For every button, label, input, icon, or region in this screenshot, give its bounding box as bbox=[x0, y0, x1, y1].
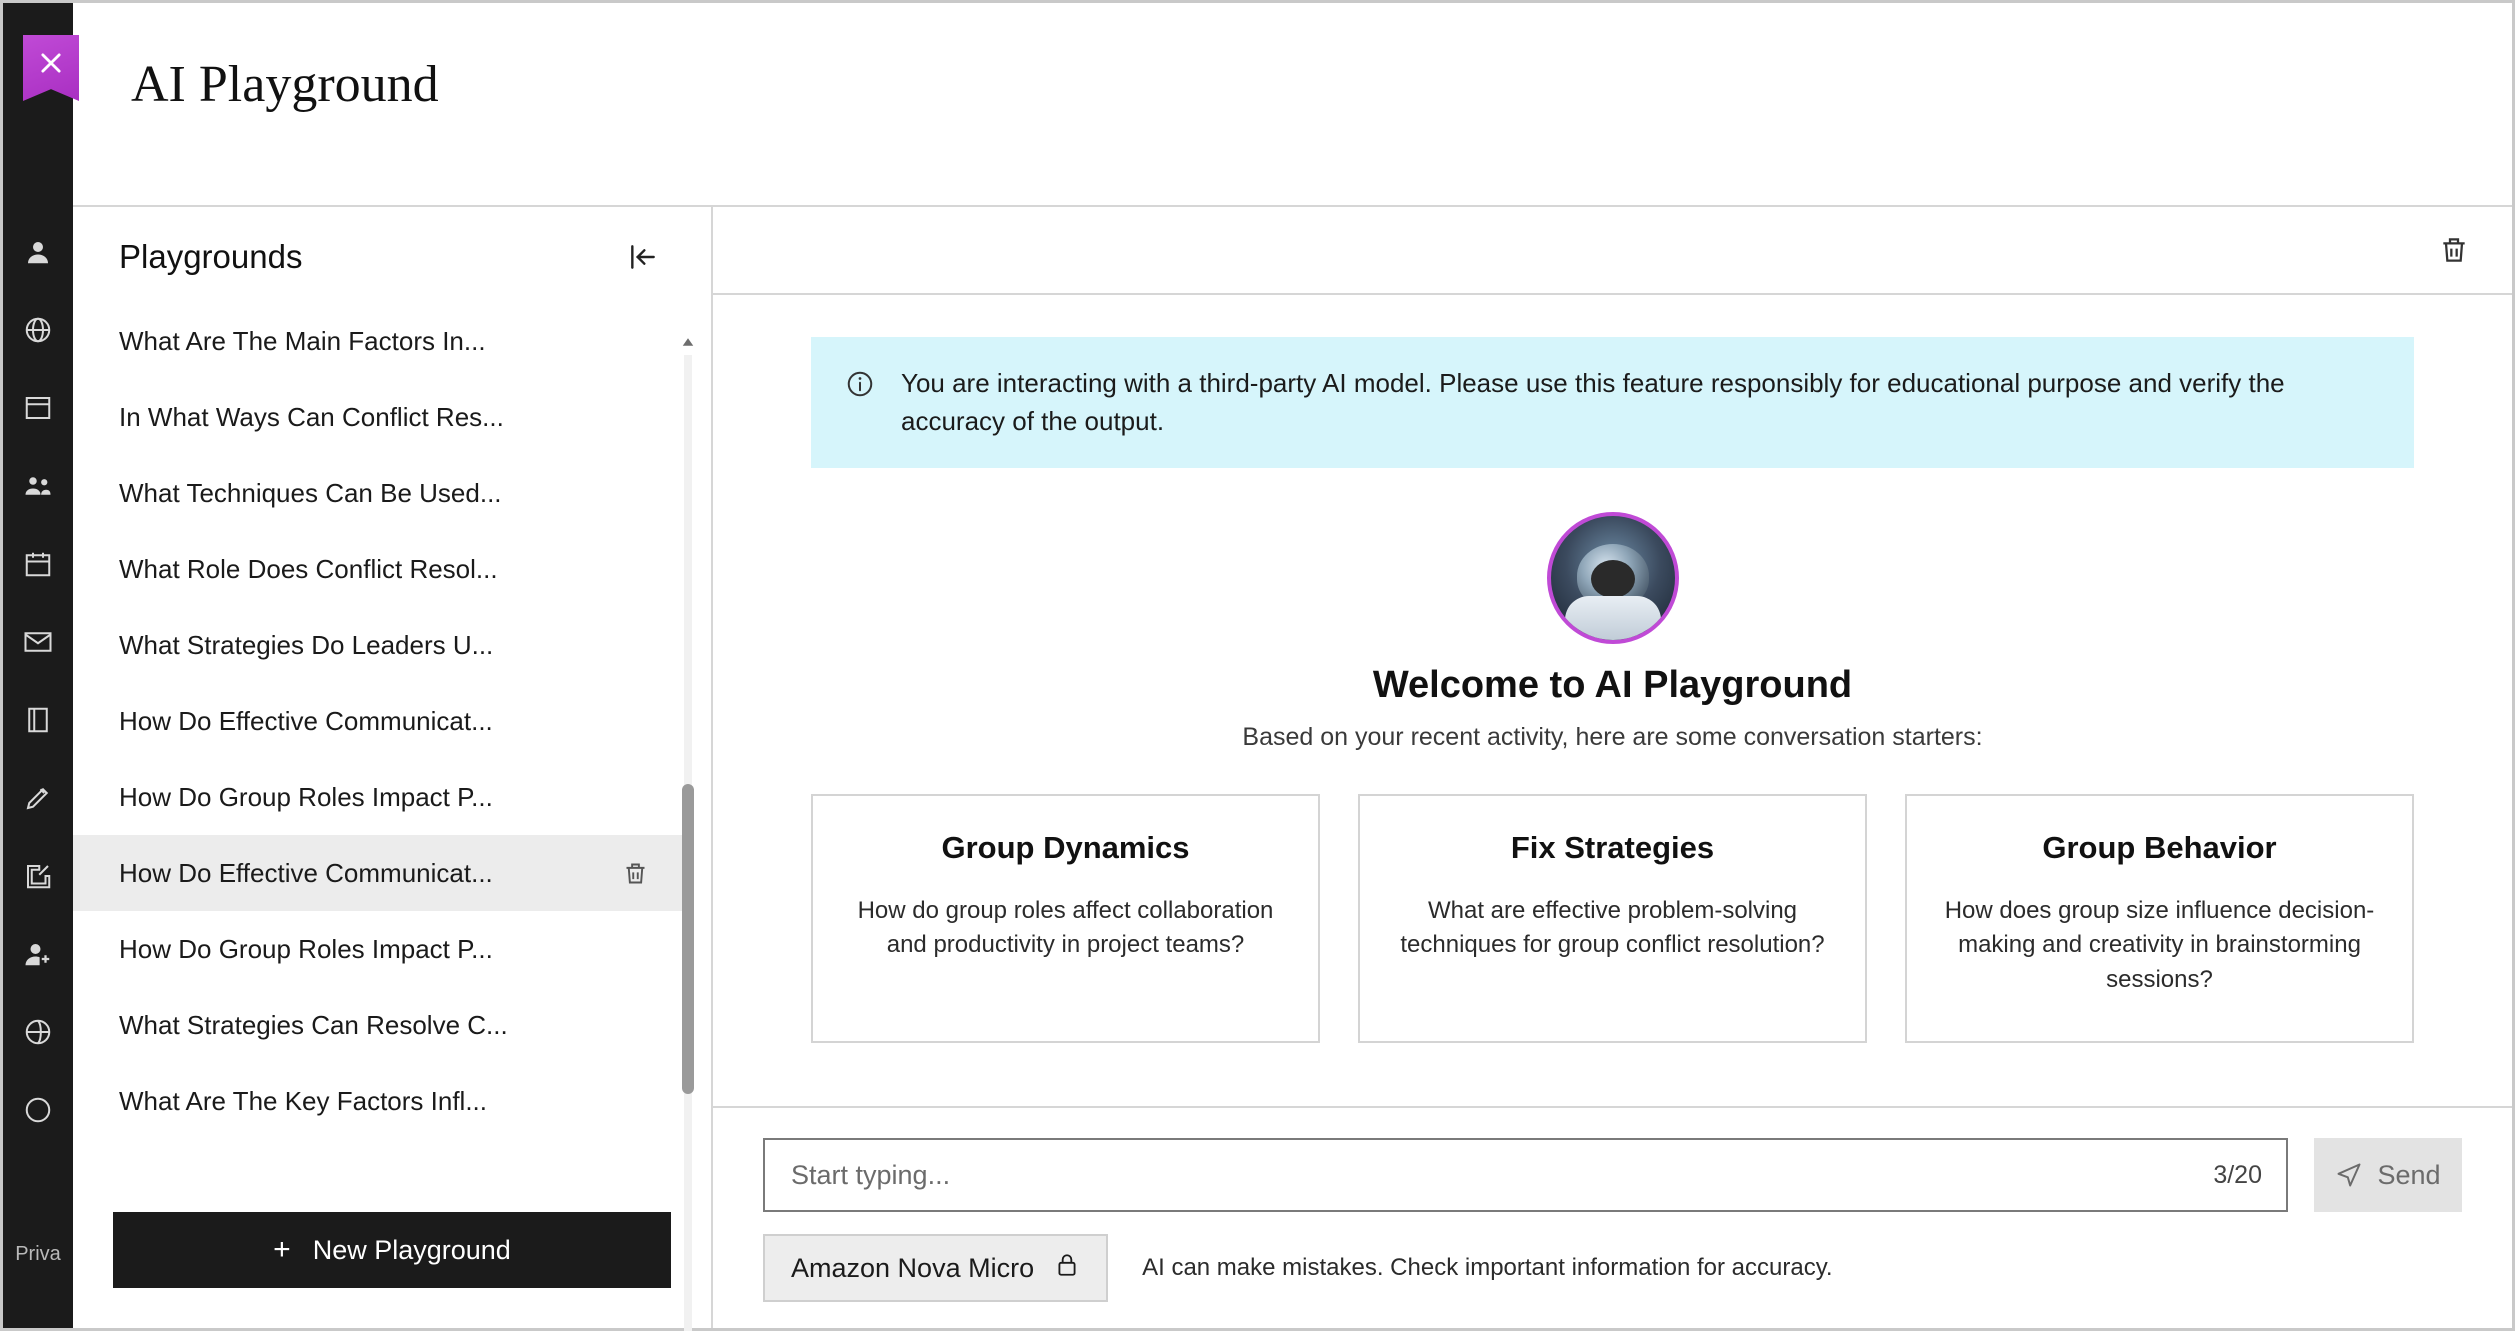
model-selector[interactable] bbox=[763, 1234, 1108, 1302]
list-item-label: What Strategies Can Resolve C... bbox=[119, 1009, 508, 1040]
calendar-icon[interactable] bbox=[3, 525, 73, 603]
starter-title: Group Behavior bbox=[2042, 830, 2277, 866]
character-count: 3/20 bbox=[2213, 1160, 2262, 1189]
new-playground-label: New Playground bbox=[312, 1234, 511, 1265]
circle-icon[interactable] bbox=[3, 1071, 73, 1149]
starter-text: How do group roles affect collaboration and productivity in project teams? bbox=[857, 897, 1274, 959]
list-item-label: What Techniques Can Be Used... bbox=[119, 477, 502, 508]
page-title: AI Playground bbox=[131, 56, 439, 113]
globe-alt-icon[interactable] bbox=[3, 993, 73, 1071]
people-icon[interactable] bbox=[3, 447, 73, 525]
new-playground-wrap bbox=[73, 1190, 711, 1328]
playground-list[interactable] bbox=[73, 303, 683, 1190]
list-item-label: What Role Does Conflict Resol... bbox=[119, 553, 498, 584]
send-label: Send bbox=[2377, 1159, 2441, 1190]
mail-icon[interactable] bbox=[3, 603, 73, 681]
privacy-label[interactable]: Priva bbox=[15, 1243, 61, 1265]
sidebar-header bbox=[73, 207, 711, 303]
composer-meta-row bbox=[763, 1234, 2462, 1302]
list-item[interactable] bbox=[73, 455, 683, 531]
list-item-label: What Are The Key Factors Infl... bbox=[119, 1085, 487, 1116]
person-add-icon[interactable] bbox=[3, 915, 73, 993]
composer bbox=[713, 1106, 2512, 1328]
list-item[interactable] bbox=[73, 759, 683, 835]
message-input[interactable] bbox=[789, 1159, 2197, 1192]
list-item-selected[interactable] bbox=[73, 835, 683, 911]
list-item-label: What Strategies Do Leaders U... bbox=[119, 629, 494, 660]
list-item[interactable] bbox=[73, 531, 683, 607]
window-icon[interactable] bbox=[3, 369, 73, 447]
app-rail bbox=[3, 3, 73, 1328]
notice-text: You are interacting with a third-party AI model. Please use this feature responsibly for educational purpose and verify the accuracy of the output. bbox=[901, 368, 2285, 436]
starter-card[interactable] bbox=[1905, 794, 2414, 1042]
rail-icon-list bbox=[3, 213, 73, 1149]
list-item[interactable] bbox=[73, 683, 683, 759]
info-icon bbox=[845, 365, 875, 440]
starter-card[interactable] bbox=[811, 794, 1320, 1042]
collapse-panel-icon[interactable] bbox=[621, 235, 665, 279]
chat-toolbar bbox=[713, 207, 2512, 295]
list-item[interactable] bbox=[73, 1063, 683, 1139]
list-item[interactable] bbox=[73, 379, 683, 455]
playgrounds-sidebar bbox=[73, 207, 713, 1328]
ai-disclaimer: AI can make mistakes. Check important information for accuracy. bbox=[1142, 1254, 1833, 1281]
welcome-block bbox=[713, 512, 2512, 752]
send-button[interactable] bbox=[2314, 1138, 2462, 1212]
note-icon[interactable] bbox=[3, 681, 73, 759]
list-item-label: How Do Effective Communicat... bbox=[119, 705, 493, 736]
edit-square-icon[interactable] bbox=[3, 837, 73, 915]
chat-body bbox=[713, 295, 2512, 1106]
conversation-starters bbox=[811, 794, 2414, 1042]
list-item-label: In What Ways Can Conflict Res... bbox=[119, 401, 504, 432]
list-item-label: How Do Group Roles Impact P... bbox=[119, 781, 493, 812]
starter-title: Fix Strategies bbox=[1510, 830, 1715, 866]
lock-icon bbox=[1054, 1250, 1080, 1287]
main-content bbox=[73, 205, 2512, 1328]
avatar bbox=[1547, 512, 1679, 644]
welcome-title: Welcome to AI Playground bbox=[1372, 664, 1853, 707]
starter-card[interactable] bbox=[1358, 794, 1867, 1042]
new-playground-button[interactable] bbox=[113, 1212, 671, 1288]
trash-icon[interactable] bbox=[2438, 234, 2470, 266]
globe-icon[interactable] bbox=[3, 291, 73, 369]
user-avatar-icon[interactable] bbox=[3, 213, 73, 291]
list-item-label: What Are The Main Factors In... bbox=[119, 325, 486, 356]
list-item-label: How Do Effective Communicat... bbox=[119, 857, 493, 888]
model-name: Amazon Nova Micro bbox=[791, 1252, 1035, 1283]
scroll-up-icon[interactable] bbox=[675, 329, 701, 355]
list-item[interactable] bbox=[73, 607, 683, 683]
list-item-label: How Do Group Roles Impact P... bbox=[119, 933, 493, 964]
delete-playground-icon[interactable] bbox=[622, 860, 649, 887]
list-item[interactable] bbox=[73, 911, 683, 987]
starter-text: How does group size influence decision-making and creativity in brainstorming sessions? bbox=[1944, 897, 2375, 993]
message-input-wrap[interactable] bbox=[763, 1138, 2288, 1212]
starter-text: What are effective problem-solving techniques for group conflict resolution? bbox=[1400, 897, 1825, 959]
list-item[interactable] bbox=[73, 303, 683, 379]
scrollbar-thumb[interactable] bbox=[682, 784, 694, 1094]
welcome-subtitle: Based on your recent activity, here are some conversation starters: bbox=[1242, 723, 1983, 752]
composer-input-row bbox=[763, 1138, 2462, 1212]
plus-icon: + bbox=[273, 1233, 291, 1266]
sidebar-scrollbar[interactable] bbox=[675, 329, 701, 1331]
starter-title: Group Dynamics bbox=[941, 830, 1190, 866]
list-item[interactable] bbox=[73, 987, 683, 1063]
sidebar-title: Playgrounds bbox=[119, 238, 303, 275]
pen-icon[interactable] bbox=[3, 759, 73, 837]
third-party-notice bbox=[811, 337, 2414, 468]
chat-panel bbox=[713, 207, 2512, 1328]
